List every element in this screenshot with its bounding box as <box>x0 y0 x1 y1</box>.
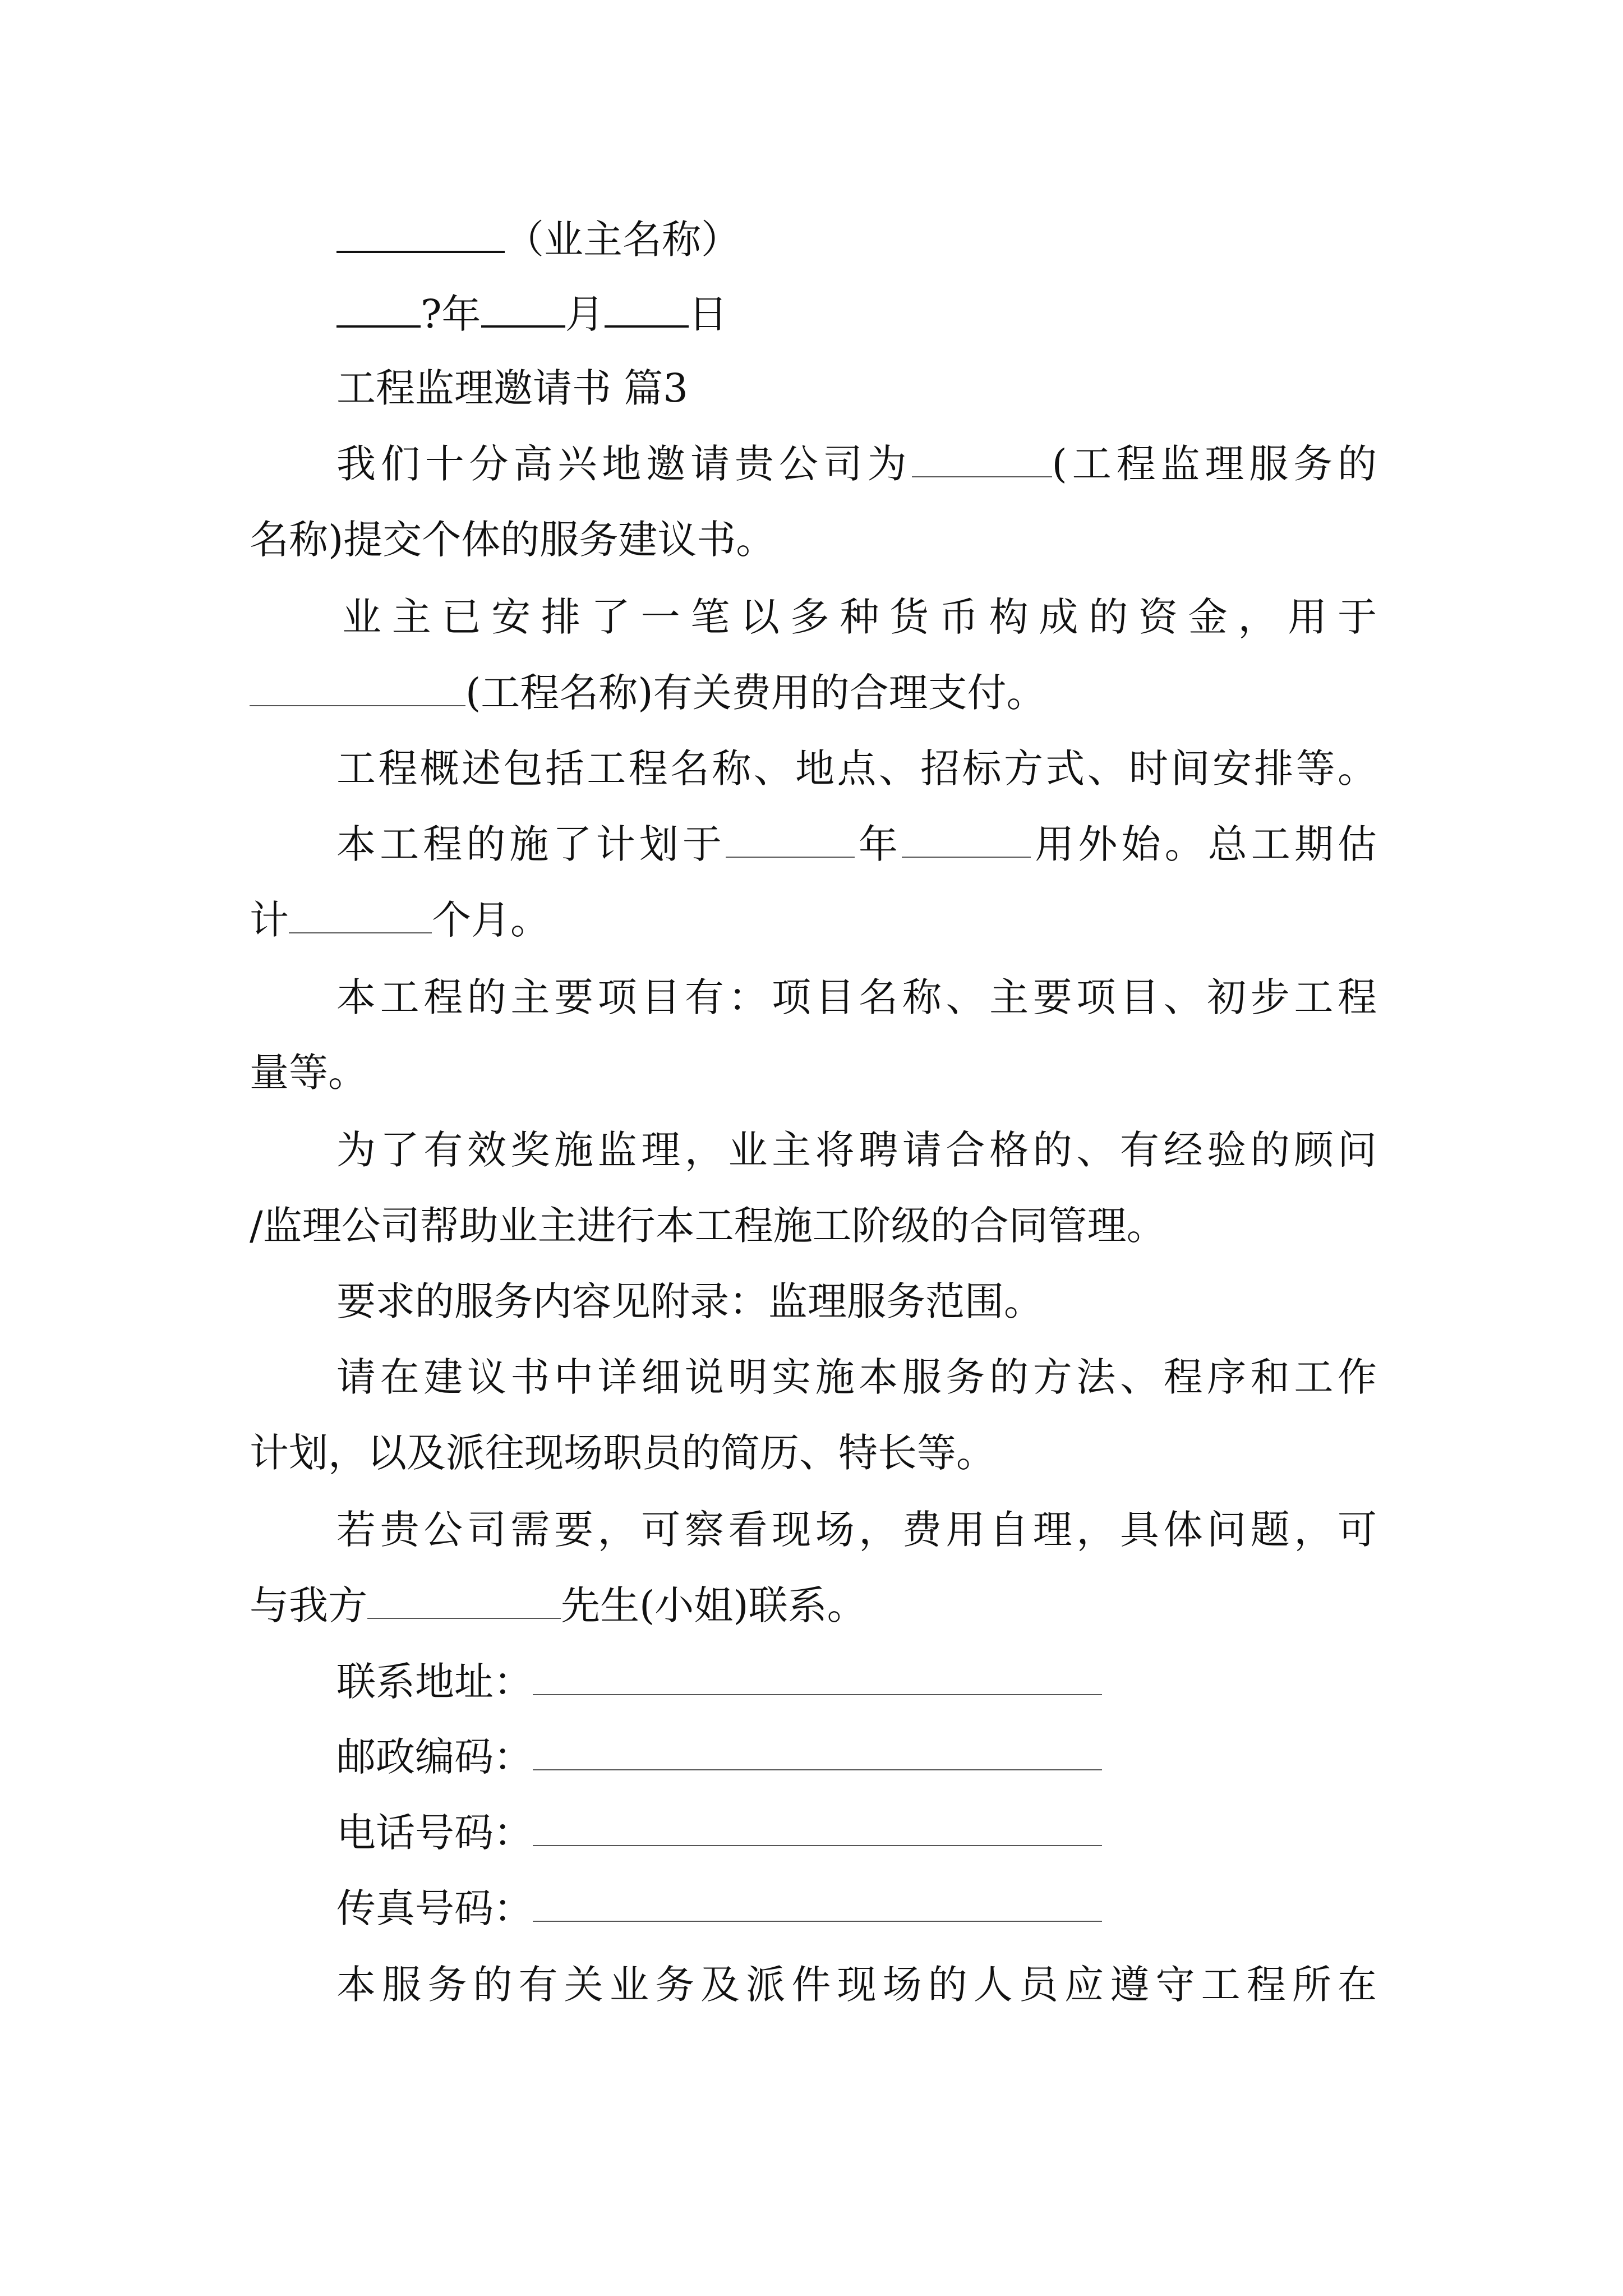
phone-label: 电话号码： <box>336 1810 533 1856</box>
fax-label: 传真号码： <box>336 1885 533 1931</box>
postcode-field[interactable] <box>533 1729 1102 1770</box>
fax-field[interactable] <box>533 1880 1102 1922</box>
paragraph-4-line-1: 本工程的施了计划于 年 用外始。总工期估 <box>336 816 1377 872</box>
paragraph-3: 工程概述包括工程名称、地点、招标方式、时间安排等。 <box>336 746 1377 792</box>
project-name-blank[interactable] <box>250 665 465 706</box>
paragraph-1-line-2: 名称)提交个体的服务建议书。 <box>250 517 776 563</box>
paragraph-6-line-2: /监理公司帮助业主进行本工程施工阶级的合同管理。 <box>250 1203 1166 1249</box>
paragraph-9-line-1: 若贵公司需要，可察看现场，费用自理，具体问题，可 <box>336 1507 1377 1553</box>
paragraph-4-line-2: 计 个月。 <box>250 892 1377 948</box>
paragraph-5-line-2: 量等。 <box>250 1050 367 1096</box>
paragraph-2-line-1: 业主已安排了一笔以多种货币构成的资金，用于 <box>342 594 1377 640</box>
start-month-blank[interactable] <box>902 816 1031 858</box>
duration-blank[interactable] <box>289 892 432 933</box>
contact-person-blank[interactable] <box>367 1577 561 1619</box>
owner-name-line <box>336 210 1377 268</box>
month-blank[interactable] <box>481 285 565 328</box>
postcode-row <box>336 1729 1377 1785</box>
start-year-blank[interactable] <box>726 816 855 858</box>
date-line: ?年 月 日 <box>336 285 1377 342</box>
paragraph-6-line-1: 为了有效奖施监理，业主将聘请合格的、有经验的顾问 <box>336 1127 1377 1173</box>
paragraph-7: 要求的服务内容见附录：监理服务范围。 <box>336 1278 1043 1324</box>
paragraph-8-line-1: 请在建议书中详细说明实施本服务的方法、程序和工作 <box>336 1354 1377 1400</box>
paragraph-1-line-1: 我们十分高兴地邀请贵公司为 (工程监理服务的 <box>336 436 1377 492</box>
date-blank-1[interactable] <box>336 285 421 328</box>
phone-row <box>336 1805 1377 1861</box>
paragraph-5-line-1: 本工程的主要项目有：项目名称、主要项目、初步工程 <box>336 974 1377 1020</box>
paragraph-9-line-2: 与我方 先生(小姐)联系。 <box>250 1577 1377 1634</box>
contact-address-row <box>336 1654 1377 1710</box>
paragraph-2-line-2: (工程名称)有关费用的合理支付。 <box>250 665 1377 721</box>
day-blank[interactable] <box>605 285 689 328</box>
paragraph-10: 本服务的有关业务及派件现场的人员应遵守工程所在 <box>336 1962 1377 2008</box>
contact-address-field[interactable] <box>533 1654 1102 1695</box>
postcode-label: 邮政编码： <box>336 1734 533 1780</box>
section-title: 工程监理邀请书 篇3 <box>336 365 688 411</box>
owner-name-blank[interactable] <box>336 210 505 253</box>
service-name-blank[interactable] <box>912 436 1052 477</box>
fax-row <box>336 1880 1377 1936</box>
contact-address-label: 联系地址： <box>336 1659 533 1705</box>
paragraph-8-line-2: 计划，以及派往现场职员的简历、特长等。 <box>250 1430 995 1476</box>
owner-name-label: （业主名称） <box>505 217 740 263</box>
phone-field[interactable] <box>533 1805 1102 1846</box>
